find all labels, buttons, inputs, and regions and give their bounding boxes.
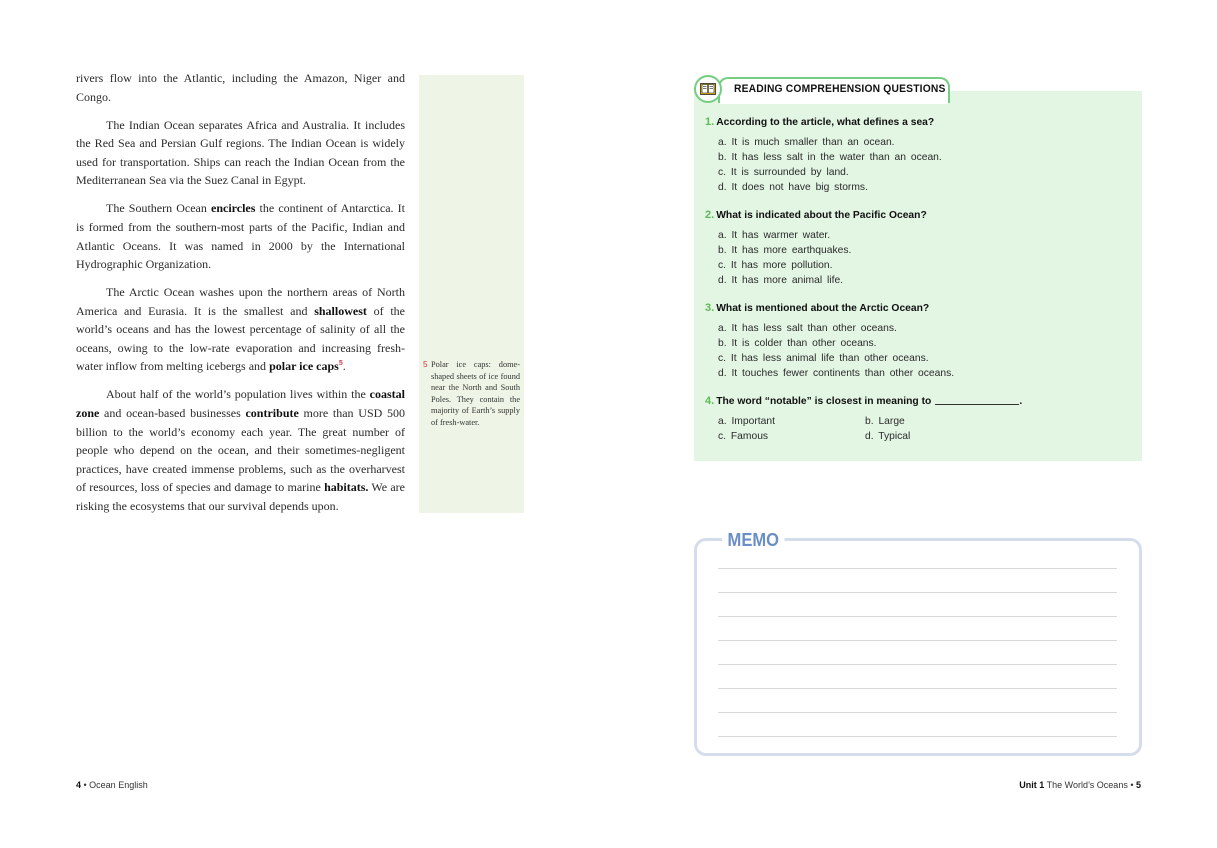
page-footer-right: Unit 1 The World’s Oceans • 5 [1019,780,1141,790]
article-paragraph: The Indian Ocean separates Africa and Australia. It includes the Red Sea and Persian Gulf regions. The Indian Ocean is widely used for transportation. Ships can reach the Indian Ocean from the Mediterranean Sea via the Suez Canal in Egypt. [76,117,405,188]
article-paragraph: rivers flow into the Atlantic, including the Amazon, Niger and Congo. [76,71,405,104]
footnote [423,359,520,428]
question-stem: What is mentioned about the Arctic Ocean? [716,303,930,314]
answer-option[interactable]: b. It has more earthquakes. [718,245,852,256]
vocab-word: coastal zone [76,387,405,421]
question-number: 3. [705,302,715,314]
footnote-text: Polar ice caps: dome-shaped sheets of ice found near the North and South Poles. They contain the majority of Earth’s supply of fresh-water. [431,360,520,427]
article-body [76,69,405,525]
margin-notes-column [419,75,524,513]
answer-option-grid [705,414,1135,444]
answer-option[interactable]: c. Famous [718,431,769,442]
answer-option[interactable]: a. Important [718,416,775,427]
question-number: 1. [705,116,715,128]
question-stem: What is indicated about the Pacific Ocean? [716,210,927,221]
vocab-word: encircles [211,201,256,216]
answer-option[interactable]: c. It has more pollution. [718,260,833,271]
question-1 [705,115,1135,195]
answer-option[interactable]: b. It is colder than other oceans. [718,338,877,349]
vocab-word: habitats. [324,480,369,495]
comprehension-title: READING COMPREHENSION QUESTIONS [734,83,946,95]
question-number: 2. [705,209,715,221]
memo-title: MEMO [722,527,785,553]
question-stem: The word “notable” is closest in meaning to [716,396,932,407]
memo-line[interactable] [718,616,1117,640]
answer-option[interactable]: d. It does not have big storms. [718,182,868,193]
question-number: 4. [705,395,715,407]
answer-option[interactable]: a. It has warmer water. [718,230,831,241]
unit-label: Unit 1 [1019,780,1045,790]
question-list [705,115,1135,457]
question-2 [705,208,1135,288]
answer-option[interactable]: b. It has less salt in the water than an ocean. [718,152,942,163]
memo-line[interactable] [718,640,1117,664]
question-4: 4. The word “notable” is closest in meaning to . a. Important b. Large c. Famous d. Typical [705,394,1135,444]
question-3 [705,301,1135,381]
page-footer-left: 4 • Ocean English [76,780,148,790]
memo-line[interactable] [718,712,1117,736]
footnote-number: 5 [423,359,428,369]
memo-lines[interactable] [718,568,1117,760]
footnote-ref[interactable]: 5 [338,360,343,368]
answer-option[interactable]: c. It is surrounded by land. [718,167,849,178]
answer-option[interactable]: d. It has more animal life. [718,275,844,286]
answer-option[interactable]: d. It touches fewer continents than other oceans. [718,368,955,379]
unit-title: The World’s Oceans [1044,780,1131,790]
book-icon [694,75,722,103]
answer-option[interactable]: b. Large [865,416,905,427]
article-paragraph: The Southern Ocean encircles the continent of Antarctica. It is formed from the southern-most parts of the Pacific, Indian and Atlantic Oceans. It was named in 2000 by the International Hydrographic Organization. [76,201,405,272]
memo-line[interactable] [718,688,1117,712]
article-paragraph: About half of the world’s population lives within the coastal zone and ocean-based businesses contribute more than USD 500 billion to the world’s economy each year. The great number of people who depend on the ocean, and their sometimes-negligent practices, have created immense problems, such as the overharvest of resources, loss of species and damage to marine habitats. We are risking the ecosystems that our survival depends upon. [76,387,406,514]
answer-blank[interactable] [935,395,1019,405]
article-paragraph: The Arctic Ocean washes upon the northern areas of North America and Eurasia. It is the smallest and shallowest of the world’s oceans and has the lowest percentage of salinity of all the oceans, owing to the low-rate evaporation and increasing fresh-water inflow from melting icebergs and polar ice caps$^5$. [76,285,406,374]
vocab-word: shallowest [314,303,367,318]
book-title: Ocean English [89,780,148,790]
vocab-word: contribute [245,406,299,421]
page-number: 4 [76,780,82,790]
answer-option[interactable]: a. It is much smaller than an ocean. [718,137,895,148]
page-number: 5 [1135,780,1141,790]
answer-option[interactable]: d. Typical [865,431,911,442]
memo-line[interactable] [718,568,1117,592]
answer-option[interactable]: a. It has less salt than other oceans. [718,323,897,334]
answer-option[interactable]: c. It has less animal life than other oceans. [718,353,929,364]
question-stem: According to the article, what defines a sea? [716,117,935,128]
memo-line[interactable] [718,592,1117,616]
memo-line[interactable] [718,736,1117,760]
memo-line[interactable] [718,664,1117,688]
vocab-word: polar ice caps [269,359,339,374]
